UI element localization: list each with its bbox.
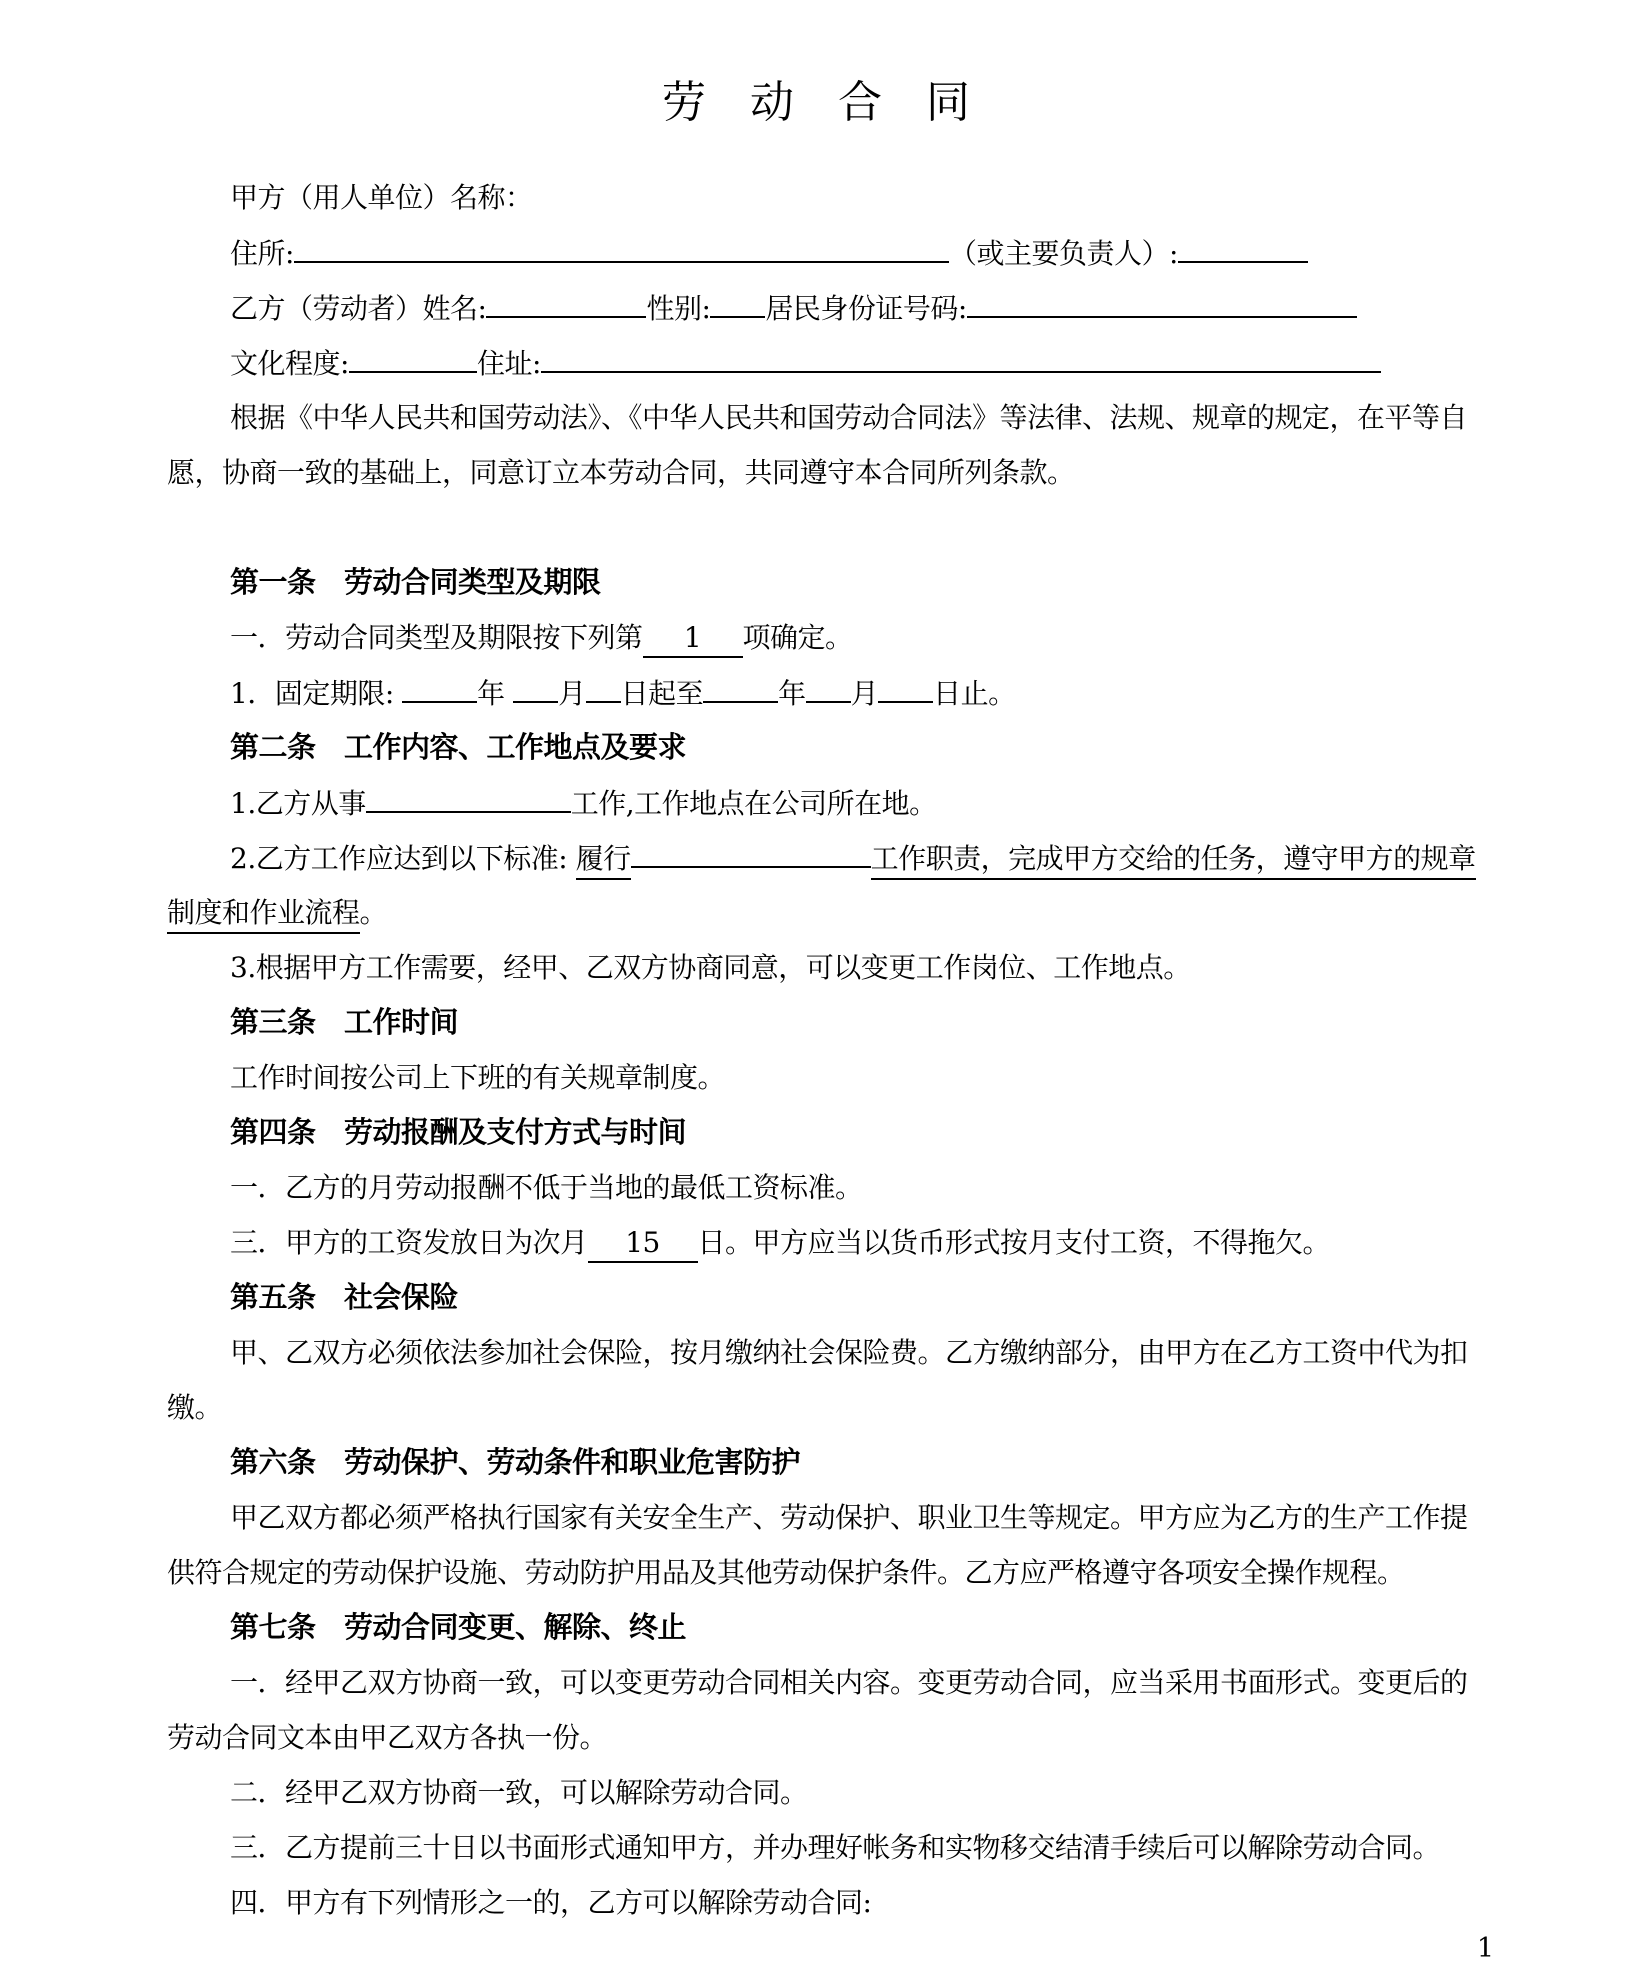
text-segment: 日止。 xyxy=(933,677,1016,710)
text-segment: 居民身份证号码: xyxy=(765,292,967,325)
text-segment: 日起至 xyxy=(620,677,704,710)
text-segment: 一．乙方的月劳动报酬不低于当地的最低工资标准。 xyxy=(230,1171,863,1204)
underlined-text: 制度和作业流程 xyxy=(167,896,360,934)
page-number: 1 xyxy=(1476,1933,1494,1964)
text-segment: 根据《中华人民共和国劳动法》、《中华人民共和国劳动合同法》等法律、法规、规章的规定，在平等自 xyxy=(230,401,1468,434)
doc-line xyxy=(167,610,1465,665)
text-segment: 第二条 工作内容、工作地点及要求 xyxy=(230,730,687,764)
text-segment: 第四条 劳动报酬及支付方式与时间 xyxy=(230,1115,687,1149)
text-segment: 四．甲方有下列情形之一的，乙方可以解除劳动合同: xyxy=(230,1886,872,1919)
text-segment: 年 xyxy=(477,677,514,710)
text-segment: 月 xyxy=(850,677,879,710)
text-segment: 甲、乙双方必须依法参加社会保险，按月缴纳社会保险费。乙方缴纳部分，由甲方在乙方工资中代为扣 xyxy=(230,1336,1468,1369)
text-segment: 第六条 劳动保护、劳动条件和职业危害防护 xyxy=(230,1445,801,1479)
blank-field xyxy=(703,665,778,703)
doc-line xyxy=(167,225,1465,280)
doc-line xyxy=(167,1490,1468,1545)
blank-field xyxy=(1178,225,1308,263)
doc-line xyxy=(167,1545,1465,1600)
text-segment: 第五条 社会保险 xyxy=(230,1280,459,1314)
text-segment: 一．经甲乙双方协商一致，可以变更劳动合同相关内容。变更劳动合同，应当采用书面形式。变更后的 xyxy=(230,1666,1468,1699)
text-segment: 1.乙方从事 xyxy=(230,787,366,820)
text-segment: 供符合规定的劳动保护设施、劳动防护用品及其他劳动保护条件。乙方应严格遵守各项安全操作规程。 xyxy=(167,1556,1405,1589)
text-segment: 愿，协商一致的基础上，同意订立本劳动合同，共同遵守本合同所列条款。 xyxy=(167,456,1075,489)
text-segment: 甲乙双方都必须严格执行国家有关安全生产、劳动保护、职业卫生等规定。甲方应为乙方的生产工作提 xyxy=(230,1501,1468,1534)
text-segment: 第七条 劳动合同变更、解除、终止 xyxy=(230,1610,687,1644)
text-segment: 二．经甲乙双方协商一致，可以解除劳动合同。 xyxy=(230,1776,808,1809)
text-segment: 第三条 工作时间 xyxy=(230,1005,459,1039)
blank-field xyxy=(513,665,558,703)
section-heading xyxy=(167,555,1465,610)
blank-field xyxy=(294,225,949,263)
blank-field xyxy=(366,775,571,813)
doc-line xyxy=(167,665,1465,720)
doc-line xyxy=(167,940,1465,995)
doc-line xyxy=(167,1380,1465,1435)
section-heading xyxy=(167,1600,1465,1655)
section-heading xyxy=(167,1270,1465,1325)
doc-line xyxy=(167,1655,1468,1710)
text-segment: 月 xyxy=(558,677,586,710)
text-segment: 乙方（劳动者）姓名: xyxy=(230,292,487,325)
blank-field xyxy=(586,665,621,703)
section-heading xyxy=(167,1105,1465,1160)
text-segment: 工作,工作地点在公司所在地。 xyxy=(570,787,937,820)
text-segment: 缴。 xyxy=(167,1391,223,1424)
doc-line xyxy=(167,170,1465,225)
doc-line xyxy=(167,1765,1465,1820)
blank-line xyxy=(167,500,1465,555)
blank-field xyxy=(967,280,1357,318)
blank-field xyxy=(806,665,851,703)
doc-line xyxy=(167,1325,1468,1380)
text-segment: 3.根据甲方工作需要，经甲、乙双方协商同意，可以变更工作岗位、工作地点。 xyxy=(230,951,1191,984)
text-segment: 住所: xyxy=(230,237,294,270)
text-segment: 文化程度: xyxy=(230,347,349,380)
text-segment: 项确定。 xyxy=(742,621,853,654)
doc-line xyxy=(167,1710,1465,1765)
doc-line xyxy=(167,280,1465,335)
blank-field xyxy=(486,280,646,318)
doc-line xyxy=(167,1215,1465,1270)
text-segment: 住址: xyxy=(476,347,541,380)
filled-value: 15 xyxy=(588,1225,698,1263)
text-segment: 日。甲方应当以货币形式按月支付工资，不得拖欠。 xyxy=(697,1226,1331,1259)
text-segment: 。 xyxy=(359,896,388,929)
text-segment: （或主要负责人）: xyxy=(948,237,1178,270)
blank-field xyxy=(349,335,477,373)
text-segment: 甲方（用人单位）名称： xyxy=(230,181,533,214)
section-heading xyxy=(167,1435,1465,1490)
doc-line xyxy=(167,1050,1465,1105)
filled-value: 1 xyxy=(643,620,743,658)
text-segment: 1．固定期限: xyxy=(230,677,403,710)
blank-field xyxy=(710,280,765,318)
text-segment: 三．乙方提前三十日以书面形式通知甲方，并办理好帐务和实物移交结清手续后可以解除劳动合同。 xyxy=(230,1831,1441,1864)
doc-line xyxy=(167,775,1465,830)
section-heading xyxy=(167,720,1465,775)
text-segment: 第一条 劳动合同类型及期限 xyxy=(230,565,601,599)
document-title: 劳 动 合 同 xyxy=(662,77,970,128)
text-segment: 劳动合同文本由甲乙双方各执一份。 xyxy=(167,1721,608,1754)
underlined-text: 工作职责，完成甲方交给的任务，遵守甲方的规章 xyxy=(871,842,1476,880)
blank-field xyxy=(541,335,1381,373)
text-segment: 三．甲方的工资发放日为次月 xyxy=(230,1226,588,1259)
doc-line xyxy=(167,335,1465,390)
blank-field xyxy=(878,665,933,703)
underlined-text: 履行 xyxy=(576,842,631,880)
doc-line xyxy=(167,1820,1465,1875)
document-body xyxy=(167,170,1476,1930)
doc-line xyxy=(167,1875,1465,1930)
text-segment: 年 xyxy=(778,677,806,710)
section-heading xyxy=(167,995,1465,1050)
blank-field xyxy=(402,665,477,703)
doc-line xyxy=(167,1160,1465,1215)
doc-line xyxy=(167,830,1476,885)
text-segment: 工作时间按公司上下班的有关规章制度。 xyxy=(230,1061,726,1094)
doc-line xyxy=(167,445,1465,500)
doc-line xyxy=(167,390,1468,445)
blank-field xyxy=(631,830,871,868)
text-segment: 性别: xyxy=(646,292,711,325)
text-segment: 一．劳动合同类型及期限按下列第 xyxy=(230,621,643,654)
text-segment: 2.乙方工作应达到以下标准: xyxy=(230,842,576,875)
doc-line xyxy=(167,885,1465,940)
